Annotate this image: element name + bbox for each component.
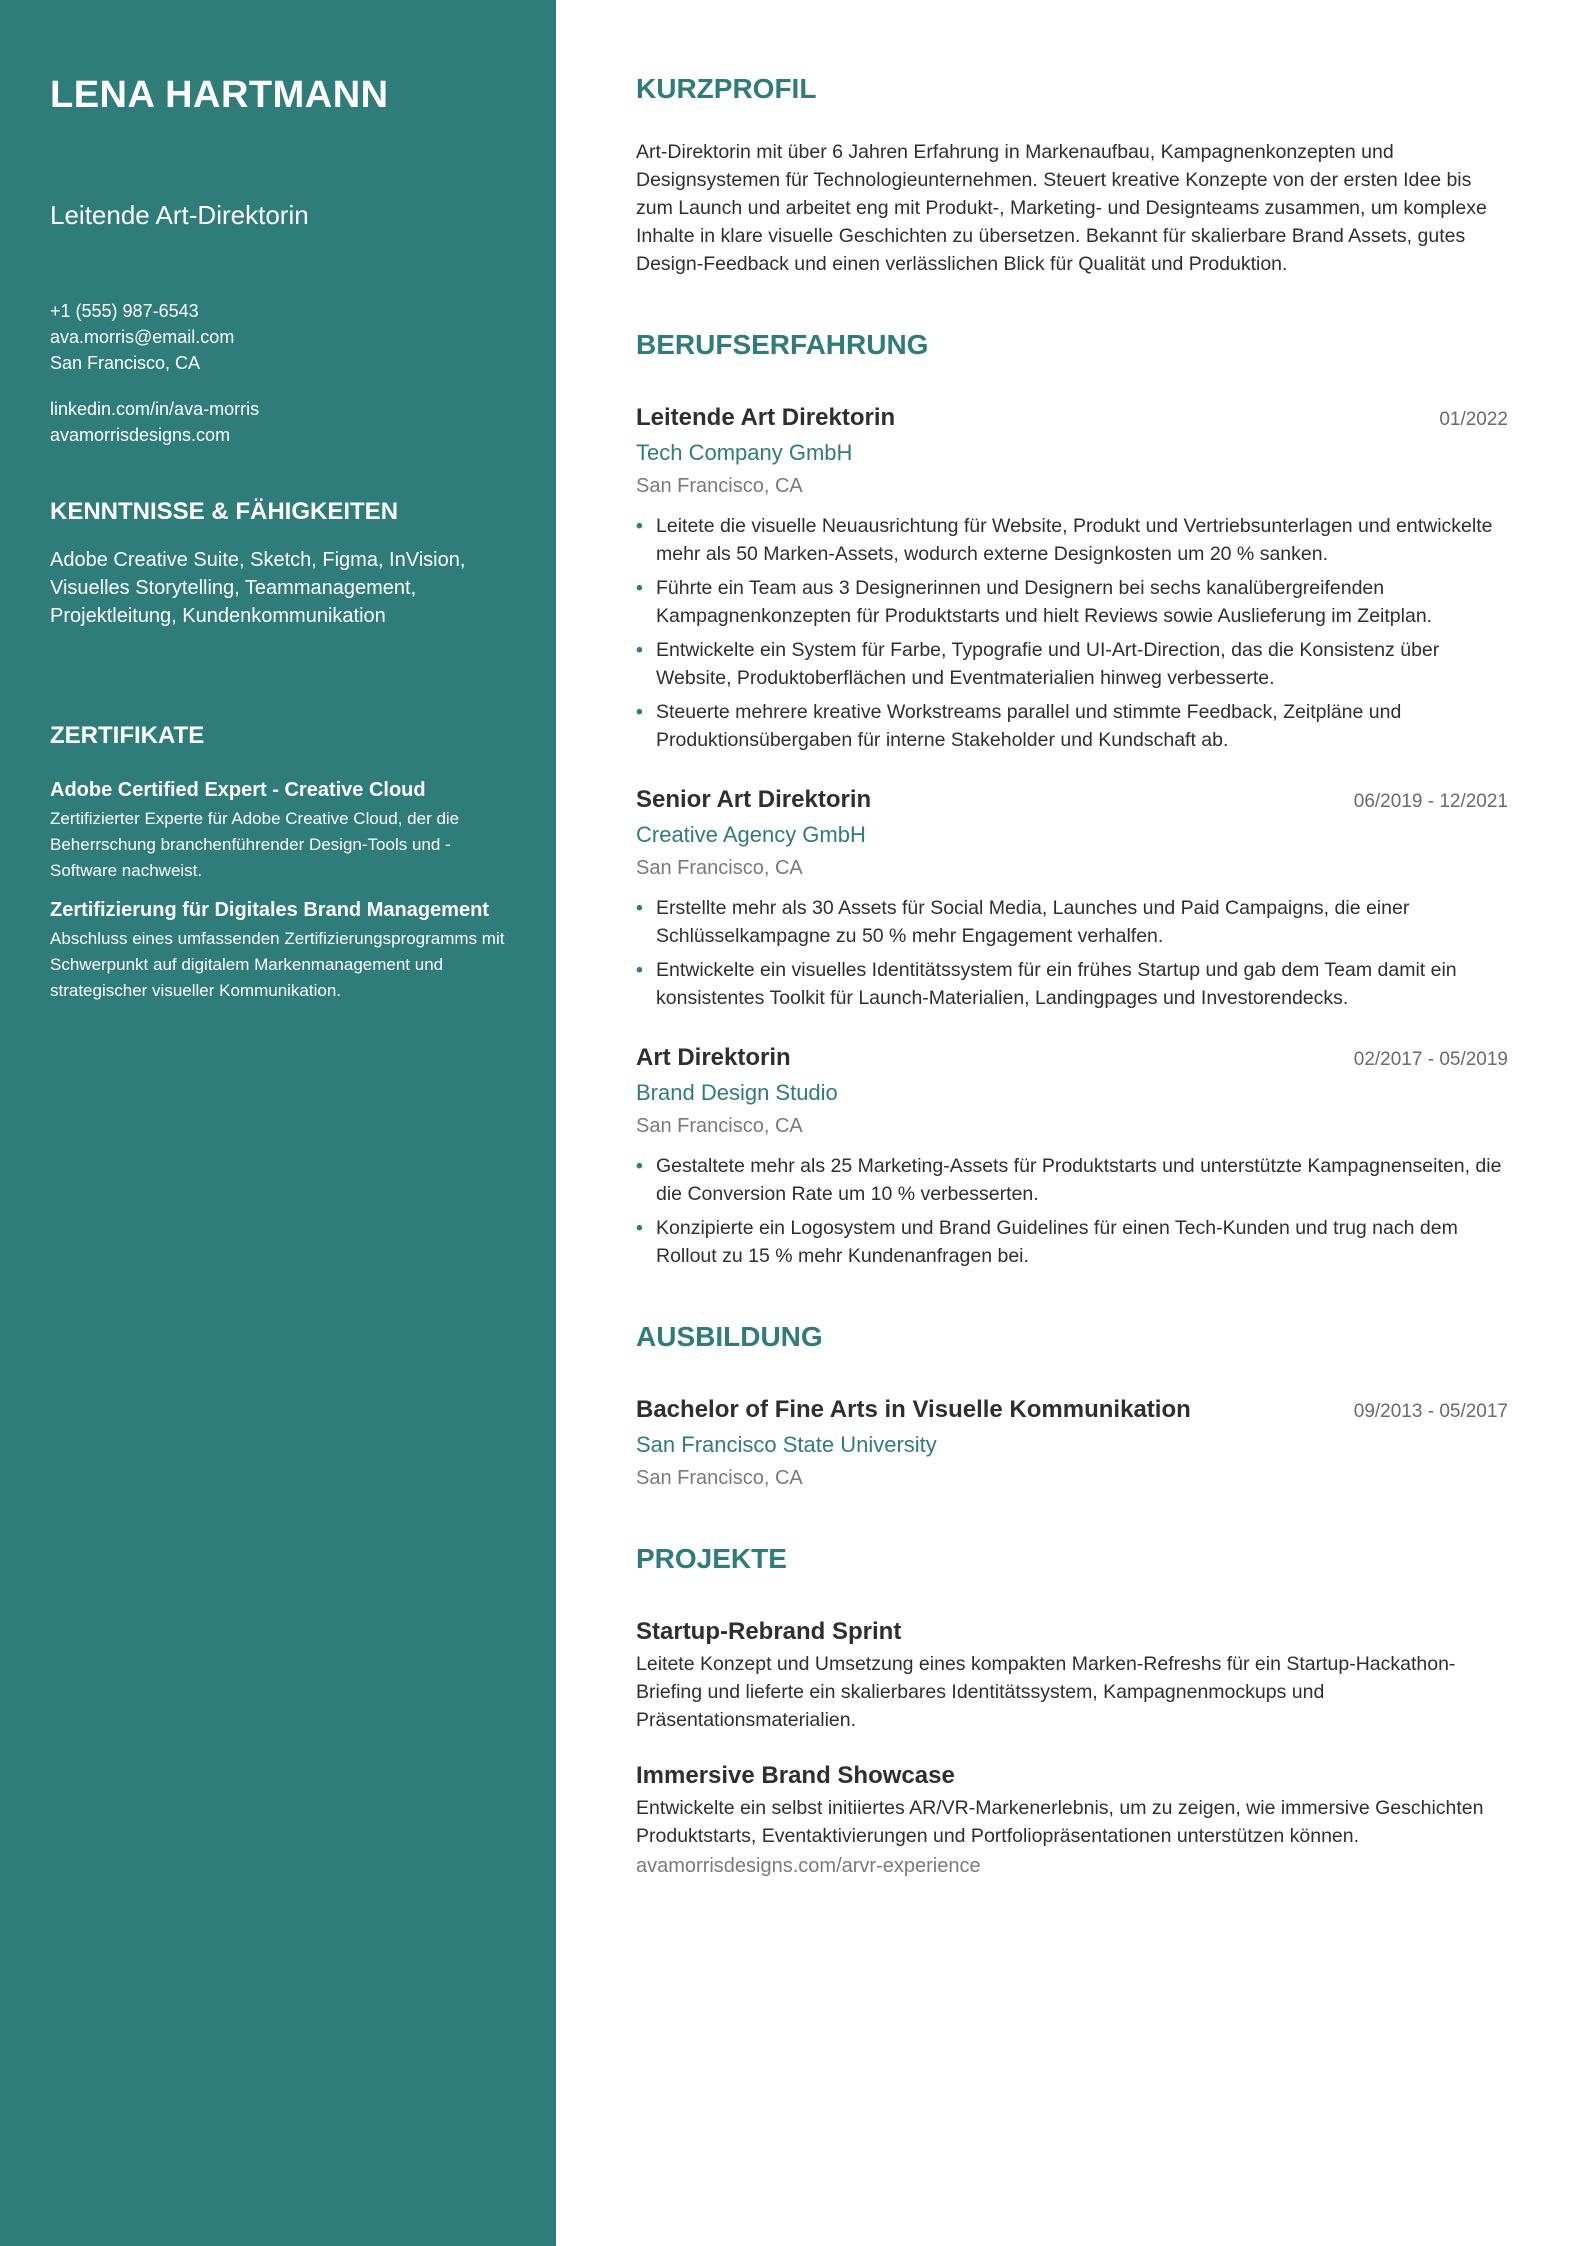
bullet-item — [636, 894, 1508, 950]
bullet-item — [636, 1214, 1508, 1270]
project-desc: Leitete Konzept und Umsetzung eines kompakten Marken-Refreshs für ein Startup-Hackathon-Briefing und lieferte ein skalierbares Identitätssystem, Kampagnenmockups und Präsentationsmaterialien. — [636, 1653, 1456, 1731]
phone: +1 (555) 987-6543 — [50, 301, 199, 321]
project-entry — [636, 1616, 1508, 1734]
job-bullets — [636, 1152, 1508, 1270]
experience-heading: BERUFSERFAHRUNG — [636, 329, 929, 360]
project-desc: Entwickelte ein selbst initiiertes AR/VR-Markenerlebnis, um zu zeigen, wie immersive Geschichten Produktstarts, Eventaktivierungen und Portfoliopräsentationen unterstützen können. — [636, 1797, 1484, 1847]
education-date: 09/2013 - 05/2017 — [1353, 1401, 1508, 1422]
profile-text: Art-Direktorin mit über 6 Jahren Erfahrung in Markenaufbau, Kampagnenkonzepten und Designsystemen für Technologieunternehmen. Steuert kreative Konzepte von der ersten Idee bis zum Launch und arbeitet eng mit Produkt-, Marketing- und Designteams zusammen, um komplexe Inhalte in klare visuelle Geschichten zu übersetzen. Bekannt für skalierbare Brand Assets, gutes Design-Feedback und einen verlässlichen Blick für Qualität und Produktion. — [636, 141, 1487, 275]
bullet-text: Konzipierte ein Logosystem und Brand Guidelines für einen Tech-Kunden und trug nach dem Rollout zu 15 % mehr Kundenanfragen bei. — [656, 1217, 1458, 1267]
candidate-name: LENA HARTMANN — [50, 74, 389, 116]
cert-item — [50, 896, 506, 1004]
job-bullets — [636, 512, 1508, 754]
job-entry — [636, 1042, 1508, 1270]
bullet-item — [636, 1152, 1508, 1208]
job-date: 01/2022 — [1439, 409, 1508, 430]
profile-heading: KURZPROFIL — [636, 73, 817, 104]
bullet-item — [636, 512, 1508, 568]
job-company: Brand Design Studio — [636, 1080, 838, 1105]
bullet-text: Entwickelte ein visuelles Identitätssystem für ein frühes Startup und gab dem Team damit ein konsistentes Toolkit für Launch-Materialien, Landingpages und Investorendecks. — [656, 959, 1457, 1009]
cert-item — [50, 776, 506, 884]
contact-links — [50, 396, 506, 448]
job-entry — [636, 784, 1508, 1012]
cert-desc: Zertifizierter Experte für Adobe Creative Cloud, der die Beherrschung branchenführender Design-Tools und -Software nachweist. — [50, 809, 460, 880]
job-date: 06/2019 - 12/2021 — [1353, 791, 1508, 812]
school-location: San Francisco, CA — [636, 1467, 803, 1489]
experience-section — [636, 326, 1508, 1270]
project-title: Immersive Brand Showcase — [636, 1762, 955, 1789]
job-bullets — [636, 894, 1508, 1012]
main-content — [556, 0, 1588, 2246]
projects-section — [636, 1540, 1508, 1880]
website-link[interactable]: avamorrisdesigns.com — [50, 425, 231, 445]
project-link[interactable]: avamorrisdesigns.com/arvr-experience — [636, 1855, 981, 1877]
bullet-item — [636, 956, 1508, 1012]
job-location: San Francisco, CA — [636, 1115, 803, 1137]
email: ava.morris@email.com — [50, 327, 235, 347]
degree-title: Bachelor of Fine Arts in Visuelle Kommunikation — [636, 1396, 1191, 1423]
bullet-text: Leitete die visuelle Neuausrichtung für Website, Produkt und Vertriebsunterlagen und entwickelte mehr als 50 Marken-Assets, wodurch externe Designkosten um 20 % sanken. — [656, 515, 1493, 565]
project-title: Startup-Rebrand Sprint — [636, 1618, 902, 1645]
job-date: 02/2017 - 05/2019 — [1353, 1049, 1508, 1070]
job-location: San Francisco, CA — [636, 857, 803, 879]
project-entry — [636, 1760, 1508, 1880]
bullet-dot-icon: • — [636, 1217, 643, 1239]
school-name: San Francisco State University — [636, 1432, 937, 1457]
cert-desc: Abschluss eines umfassenden Zertifizierungsprogramms mit Schwerpunkt auf digitalem Markenmanagement und strategischer visueller Kommunikation. — [50, 929, 505, 1000]
job-title: Leitende Art Direktorin — [636, 404, 896, 431]
bullet-dot-icon: • — [636, 577, 643, 599]
job-title: Art Direktorin — [636, 1044, 791, 1071]
bullet-dot-icon: • — [636, 897, 643, 919]
bullet-item — [636, 636, 1508, 692]
certs-heading: ZERTIFIKATE — [50, 722, 205, 749]
bullet-dot-icon: • — [636, 701, 643, 723]
bullet-item — [636, 574, 1508, 630]
job-title: Senior Art Direktorin — [636, 786, 872, 813]
skills-text: Adobe Creative Suite, Sketch, Figma, InVision, Visuelles Storytelling, Teammanagement, Projektleitung, Kundenkommunikation — [50, 549, 466, 627]
job-location: San Francisco, CA — [636, 475, 803, 497]
bullet-text: Steuerte mehrere kreative Workstreams parallel und stimmte Feedback, Zeitpläne und Produktionsübergaben für interne Stakeholder und Kundschaft ab. — [656, 701, 1402, 751]
sidebar — [0, 0, 556, 2246]
job-entry — [636, 402, 1508, 754]
bullet-item — [636, 698, 1508, 754]
bullet-dot-icon: • — [636, 1155, 643, 1177]
cert-title: Adobe Certified Expert - Creative Cloud — [50, 779, 426, 801]
bullet-text: Gestaltete mehr als 25 Marketing-Assets für Produktstarts und unterstützte Kampagnenseiten, die die Conversion Rate um 10 % verbesserten. — [656, 1155, 1502, 1205]
projects-heading: PROJEKTE — [636, 1543, 787, 1574]
candidate-role: Leitende Art-Direktorin — [50, 200, 309, 230]
education-heading: AUSBILDUNG — [636, 1321, 823, 1352]
skills-heading: KENNTNISSE & FÄHIGKEITEN — [50, 498, 399, 525]
education-entry — [636, 1394, 1508, 1492]
education-section — [636, 1318, 1508, 1492]
bullet-text: Erstellte mehr als 30 Assets für Social Media, Launches und Paid Campaigns, die einer Schlüsselkampagne zu 50 % mehr Engagement verhalfen. — [656, 897, 1410, 947]
contact-block — [50, 298, 506, 376]
bullet-dot-icon: • — [636, 959, 643, 981]
job-company: Creative Agency GmbH — [636, 822, 866, 847]
bullet-dot-icon: • — [636, 515, 643, 537]
cert-title: Zertifizierung für Digitales Brand Management — [50, 899, 489, 921]
job-company: Tech Company GmbH — [636, 440, 853, 465]
linkedin-link[interactable]: linkedin.com/in/ava-morris — [50, 399, 260, 419]
bullet-dot-icon: • — [636, 639, 643, 661]
bullet-text: Entwickelte ein System für Farbe, Typografie und UI-Art-Direction, das die Konsistenz über Website, Produktoberflächen und Eventmaterialien hinweg verbesserte. — [656, 639, 1440, 689]
bullet-text: Führte ein Team aus 3 Designerinnen und Designern bei sechs kanalübergreifenden Kampagnenkonzepten für Produktstarts und hielt Reviews sowie Auslieferung im Zeitplan. — [656, 577, 1433, 627]
location: San Francisco, CA — [50, 353, 201, 373]
